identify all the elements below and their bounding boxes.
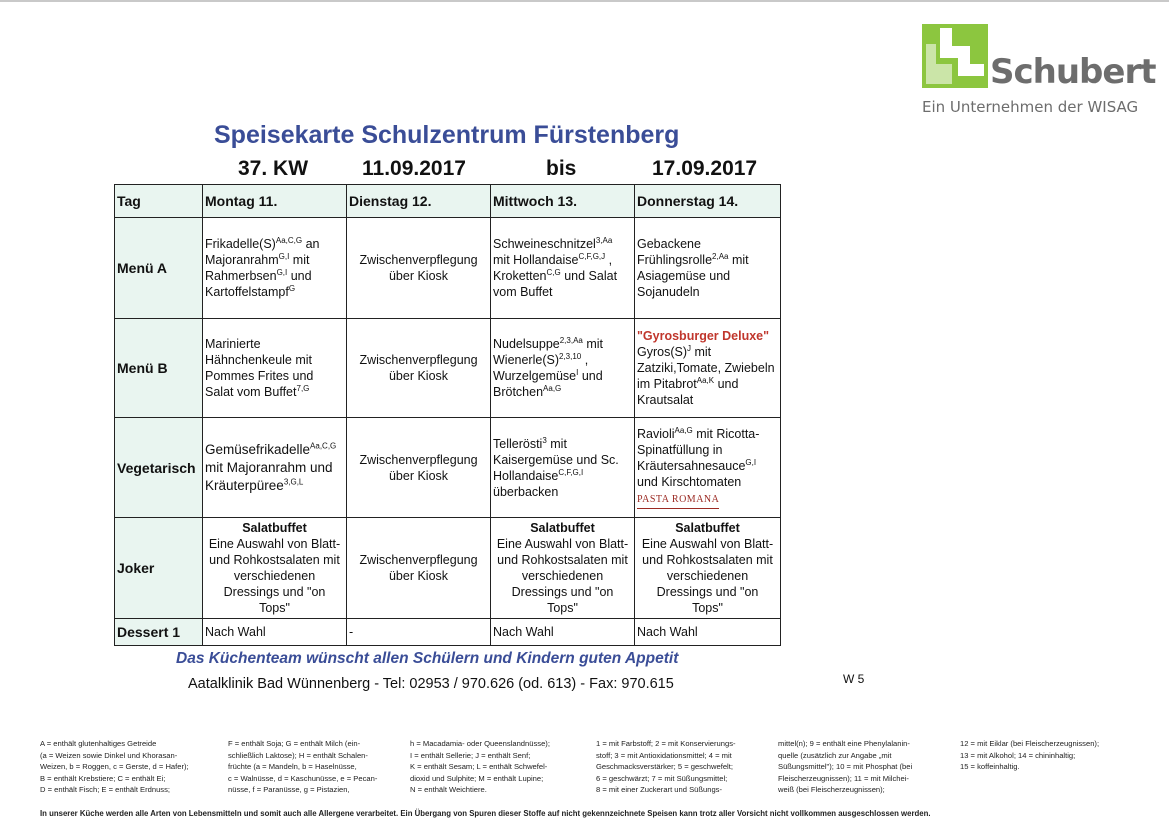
allergen-line: 8 = mit einer Zuckerart und Süßungs- <box>596 785 722 794</box>
allergen-line: 13 = mit Alkohol; 14 = chininhaltig; <box>960 750 1076 760</box>
allergen-line: h = Macadamia- oder Queenslandnüsse); <box>410 739 550 748</box>
table-row-joker <box>115 518 781 619</box>
table-row-dessert <box>115 619 781 646</box>
dessert-mittwoch: Nach Wahl <box>491 619 635 646</box>
menu-a-montag: $Frikadelle(S)^{Aa,C,G}$ an Majoranrahm$^{G,I}$ mit Rahmerbsen$^{G,I}$ und Kartoffelstampf$^G$ <box>203 218 347 319</box>
salat-line: verschiedenen <box>233 569 316 583</box>
allergen-line: früchte (a = Mandeln, b = Haselnüsse, <box>228 762 357 771</box>
allergen-line: quelle (zusätzlich zur Angabe „mit <box>778 750 892 760</box>
salat-line: und Rohkostsalaten mit <box>497 553 628 567</box>
allergen-line: (a = Weizen sowie Dinkel und Khorasan- <box>40 750 178 760</box>
salat-line: verschiedenen <box>521 569 604 583</box>
allergen-line: nüsse, f = Paranüsse, g = Pistazien, <box>228 785 350 794</box>
kiosk-line-1: Zwischenverpflegung <box>359 353 478 367</box>
kiosk-line-2: über Kiosk <box>388 468 449 483</box>
kiosk-line-1: Zwischenverpflegung <box>359 253 478 267</box>
row-label-joker: Joker <box>115 518 203 619</box>
allergen-line: F = enthält Soja; G = enthält Milch (ein- <box>228 739 361 748</box>
allergen-line: Fleischerzeugnissen); 11 = mit Milchei- <box>778 773 909 783</box>
column-header-donnerstag: Donnerstag 14. <box>635 185 781 218</box>
allergen-line: dioxid und Sulphite; M = enthält Lupine; <box>410 773 544 783</box>
joker-donnerstag <box>635 518 781 619</box>
row-label-dessert: Dessert 1 <box>115 619 203 646</box>
menu-a-mittwoch: Schweineschnitzel$^{3,Aa}$ mit Hollandaise$^{C,F,G,J}$ , Kroketten$^{C,G}$ und Salat vom Buffet <box>491 218 635 319</box>
logo-tagline: Ein Unternehmen der WISAG <box>922 98 1139 116</box>
row-label-menu-b: Menü B <box>115 319 203 418</box>
allergen-line: K = enthält Sesam; L = enthält Schwefel- <box>410 762 548 771</box>
kiosk-line-2: über Kiosk <box>388 369 449 383</box>
pasta-romana-logo: PASTA ROMANA <box>637 492 719 509</box>
row-label-vegetarisch: Vegetarisch <box>115 418 203 518</box>
company-logo <box>920 22 1156 117</box>
allergen-line: schließlich Laktose); H = enthält Schalen- <box>228 750 368 760</box>
allergen-line: N = enthält Weichtiere. <box>410 785 487 794</box>
salat-line: Tops" <box>259 601 290 615</box>
date-from: 11.09.2017 <box>362 157 466 180</box>
table-row-vegetarisch <box>115 418 781 518</box>
salat-line: Eine Auswahl von Blatt- <box>496 537 629 551</box>
allergen-column-2 <box>228 738 377 796</box>
allergen-line: 1 = mit Farbstoff; 2 = mit Konservierungs- <box>596 739 736 748</box>
dessert-donnerstag: Nach Wahl <box>635 619 781 646</box>
column-header-tag: Tag <box>115 185 203 218</box>
kiosk-line-1: Zwischenverpflegung <box>359 553 478 567</box>
salat-title: Salatbuffet <box>530 521 595 535</box>
vegetarisch-montag: Gemüsefrikadelle$^{Aa,C,G}$ mit Majoranrahm und Kräuterpüree$^{3,G,L}$ <box>203 418 347 518</box>
allergen-disclaimer: In unserer Küche werden alle Arten von Lebensmitteln und somit auch alle Allergene verarbeitet. Ein Übergang von Spuren dieser Stoffe auf nicht gekennzeichnete Speisen kann trotz aller Vorsicht nicht vollkommen ausgeschlossen werden. <box>40 809 931 818</box>
menu-table <box>114 184 781 646</box>
schubert-logo-mark-icon <box>922 24 988 88</box>
allergen-column-1 <box>40 738 189 796</box>
allergen-line: Weizen, b = Roggen, c = Gerste, d = Hafer); <box>40 762 189 771</box>
vegetarisch-donnerstag: Ravioli$^{Aa,G}$ mit Ricotta-Spinatfüllung in Kräutersahnesauce$^{G,I}$ und Kirschtomaten PASTA ROMANA <box>635 418 781 518</box>
column-header-mittwoch: Mittwoch 13. <box>491 185 635 218</box>
row-label-menu-a: Menü A <box>115 218 203 319</box>
allergen-line: I = enthält Sellerie; J = enthält Senf; <box>410 750 531 760</box>
salat-line: Tops" <box>547 601 578 615</box>
salat-line: und Rohkostsalaten mit <box>209 553 340 567</box>
calendar-week: 37. KW <box>238 157 309 180</box>
salat-line: Eine Auswahl von Blatt- <box>641 537 774 551</box>
joker-mittwoch <box>491 518 635 619</box>
table-row-menu-b <box>115 319 781 418</box>
document-code: W 5 <box>843 672 865 686</box>
menu-b-dienstag <box>347 319 491 418</box>
salat-line: Tops" <box>692 601 723 615</box>
salat-line: verschiedenen <box>666 569 749 583</box>
menu-b-mittwoch: Nudelsuppe$^{2,3,Aa}$ mit $Wienerle(S)^{2,3,10}$ , Wurzelgemüse$^I$ und Brötchen$^{Aa,G}$ <box>491 319 635 418</box>
allergen-line: Geschmacksverstärker; 5 = geschwefelt; <box>596 762 733 771</box>
clinic-contact: Aatalklinik Bad Wünnenberg - Tel: 02953 / 970.626 (od. 613) - Fax: 970.615 <box>188 676 674 692</box>
special-dish-title: "Gyrosburger Deluxe" <box>637 329 770 343</box>
logo-brand-text: Schubert <box>990 52 1156 92</box>
joker-dienstag <box>347 518 491 619</box>
allergen-line: c = Walnüsse, d = Kaschunüsse, e = Pecan- <box>228 773 378 783</box>
menu-b-montag: Marinierte Hähnchenkeule mit Pommes Frites und Salat vom Buffet$^{7,G}$ <box>203 319 347 418</box>
joker-montag <box>203 518 347 619</box>
salat-title: Salatbuffet <box>242 521 307 535</box>
kiosk-line-2: über Kiosk <box>388 569 449 583</box>
table-row-menu-a <box>115 218 781 319</box>
menu-title: Speisekarte Schulzentrum Fürstenberg <box>214 121 680 149</box>
menu-a-donnerstag: Gebackene Frühlingsrolle$^{2,Aa}$ mit Asiagemüse und Sojanudeln <box>635 218 781 319</box>
kiosk-line-2: über Kiosk <box>388 269 449 283</box>
allergen-line: stoff; 3 = mit Antioxidationsmittel; 4 = mit <box>596 750 732 760</box>
allergen-line: 6 = geschwärzt; 7 = mit Süßungsmittel; <box>596 773 728 783</box>
allergen-line: weiß (bei Fleischerzeugnissen); <box>778 785 885 794</box>
allergen-column-6 <box>960 738 1099 773</box>
kiosk-line-1: Zwischenverpflegung <box>359 452 478 467</box>
dessert-montag: Nach Wahl <box>203 619 347 646</box>
allergen-line: B = enthält Krebstiere; C = enthält Ei; <box>40 773 166 783</box>
menu-b-donnerstag: "Gyrosburger Deluxe" $Gyros(S)^J$ mit Zatziki,Tomate, Zwiebeln im Pitabrot$^{Aa,K}$ und Krautsalat <box>635 319 781 418</box>
dessert-dienstag: - <box>347 619 491 646</box>
vegetarisch-mittwoch: Tellerösti$^3$ mit Kaisergemüse und Sc. Hollandaise$^{C,F,G,I}$ überbacken <box>491 418 635 518</box>
salat-line: Dressings und "on <box>223 585 326 599</box>
bis-label: bis <box>546 157 577 180</box>
scan-edge-line <box>0 0 1169 2</box>
allergen-line: 15 = koffeinhaltig. <box>960 762 1020 771</box>
salat-line: Dressings und "on <box>511 585 614 599</box>
column-header-dienstag: Dienstag 12. <box>347 185 491 218</box>
date-to: 17.09.2017 <box>652 157 758 180</box>
table-header-row <box>115 185 781 218</box>
allergen-line: Süßungsmittel"); 10 = mit Phosphat (bei <box>778 762 913 771</box>
menu-a-dienstag <box>347 218 491 319</box>
salat-line: und Rohkostsalaten mit <box>642 553 773 567</box>
salat-title: Salatbuffet <box>675 521 740 535</box>
allergen-column-3 <box>410 738 550 796</box>
allergen-line: mittel(n); 9 = enthält eine Phenylalanin- <box>778 739 910 748</box>
allergen-column-5 <box>778 738 912 796</box>
salat-line: Dressings und "on <box>656 585 759 599</box>
appetit-message: Das Küchenteam wünscht allen Schülern und Kindern guten Appetit <box>176 650 679 667</box>
allergen-line: D = enthält Fisch; E = enthält Erdnuss; <box>40 785 171 794</box>
column-header-montag: Montag 11. <box>203 185 347 218</box>
allergen-line: 12 = mit Eiklar (bei Fleischerzeugnissen); <box>960 739 1100 748</box>
allergen-column-4 <box>596 738 736 796</box>
salat-line: Eine Auswahl von Blatt- <box>208 537 341 551</box>
vegetarisch-dienstag <box>347 418 491 518</box>
allergen-line: A = enthält glutenhaltiges Getreide <box>40 739 157 748</box>
